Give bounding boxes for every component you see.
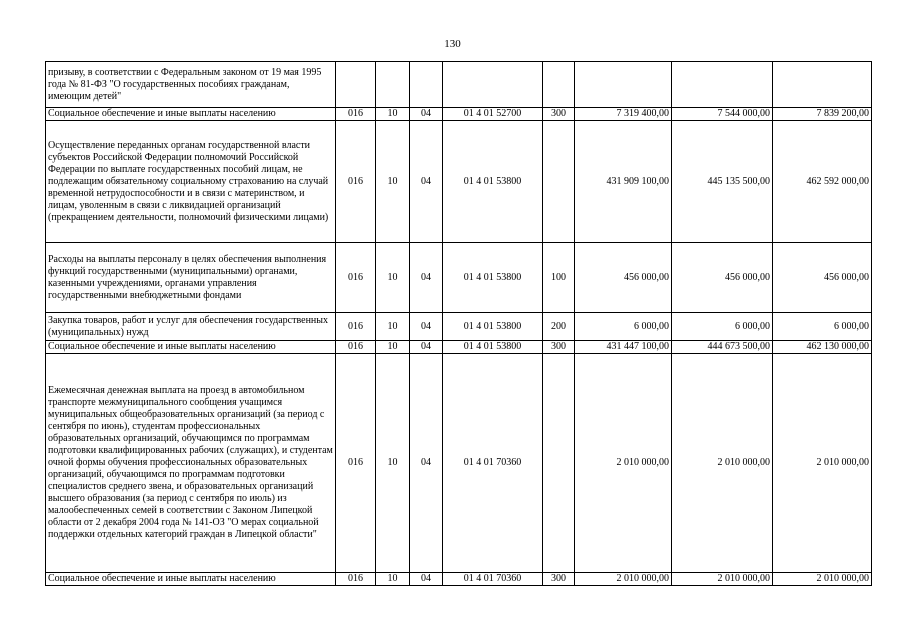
ministry-code: 016 bbox=[336, 341, 376, 354]
amount-year-3: 462 592 000,00 bbox=[773, 121, 872, 243]
target-code: 01 4 01 70360 bbox=[443, 354, 543, 573]
subsection-code: 04 bbox=[410, 573, 443, 586]
amount-year-3 bbox=[773, 62, 872, 108]
table-row bbox=[46, 108, 872, 121]
target-code bbox=[443, 62, 543, 108]
amount-year-3: 6 000,00 bbox=[773, 313, 872, 341]
amount-year-2: 445 135 500,00 bbox=[672, 121, 773, 243]
target-code: 01 4 01 53800 bbox=[443, 341, 543, 354]
amount-year-3: 7 839 200,00 bbox=[773, 108, 872, 121]
budget-table bbox=[45, 61, 872, 586]
expense-type-code: 300 bbox=[543, 341, 575, 354]
amount-year-1: 431 909 100,00 bbox=[575, 121, 672, 243]
row-name: призыву, в соответствии с Федеральным законом от 19 мая 1995 года № 81-ФЗ "О государственных пособиях гражданам, имеющим детей" bbox=[46, 62, 336, 108]
subsection-code: 04 bbox=[410, 121, 443, 243]
row-name: Социальное обеспечение и иные выплаты населению bbox=[46, 573, 336, 586]
table-row bbox=[46, 243, 872, 313]
table-row bbox=[46, 313, 872, 341]
row-name: Социальное обеспечение и иные выплаты населению bbox=[46, 341, 336, 354]
subsection-code: 04 bbox=[410, 313, 443, 341]
target-code: 01 4 01 70360 bbox=[443, 573, 543, 586]
target-code: 01 4 01 53800 bbox=[443, 313, 543, 341]
amount-year-1: 2 010 000,00 bbox=[575, 354, 672, 573]
amount-year-1: 7 319 400,00 bbox=[575, 108, 672, 121]
amount-year-3: 456 000,00 bbox=[773, 243, 872, 313]
section-code bbox=[376, 62, 410, 108]
amount-year-1: 2 010 000,00 bbox=[575, 573, 672, 586]
section-code: 10 bbox=[376, 341, 410, 354]
amount-year-3: 462 130 000,00 bbox=[773, 341, 872, 354]
page-number: 130 bbox=[444, 38, 461, 50]
section-code: 10 bbox=[376, 108, 410, 121]
amount-year-2: 456 000,00 bbox=[672, 243, 773, 313]
target-code: 01 4 01 53800 bbox=[443, 243, 543, 313]
expense-type-code: 100 bbox=[543, 243, 575, 313]
amount-year-3: 2 010 000,00 bbox=[773, 354, 872, 573]
section-code: 10 bbox=[376, 354, 410, 573]
amount-year-2: 6 000,00 bbox=[672, 313, 773, 341]
ministry-code: 016 bbox=[336, 121, 376, 243]
expense-type-code bbox=[543, 62, 575, 108]
row-name: Ежемесячная денежная выплата на проезд в автомобильном транспорте межмуниципального сообщения учащимся муниципальных общеобразовательных организаций (за период с сентября по июнь), студентам профессиональных образовательных организаций, обучающимся по программам подготовки квалифицированных рабочих (служащих), и студентам очной формы обучения профессиональных образовательных организаций, обучающимся по программам подготовки специалистов среднего звена, и образовательных организаций высшего образования (за период с сентября по июль) из малообеспеченных семей в соответствии с Законом Липецкой области от 2 декабря 2004 года № 141-ОЗ "О мерах социальной поддержки отдельных категорий граждан в Липецкой области" bbox=[46, 354, 336, 573]
subsection-code bbox=[410, 62, 443, 108]
table-row bbox=[46, 121, 872, 243]
expense-type-code: 300 bbox=[543, 108, 575, 121]
amount-year-1: 431 447 100,00 bbox=[575, 341, 672, 354]
table-row bbox=[46, 62, 872, 108]
expense-type-code bbox=[543, 354, 575, 573]
ministry-code: 016 bbox=[336, 108, 376, 121]
target-code: 01 4 01 53800 bbox=[443, 121, 543, 243]
section-code: 10 bbox=[376, 573, 410, 586]
target-code: 01 4 01 52700 bbox=[443, 108, 543, 121]
amount-year-2: 2 010 000,00 bbox=[672, 354, 773, 573]
amount-year-3: 2 010 000,00 bbox=[773, 573, 872, 586]
amount-year-2: 2 010 000,00 bbox=[672, 573, 773, 586]
amount-year-2 bbox=[672, 62, 773, 108]
subsection-code: 04 bbox=[410, 354, 443, 573]
ministry-code bbox=[336, 62, 376, 108]
row-name: Расходы на выплаты персоналу в целях обеспечения выполнения функций государственными (муниципальными) органами, казенными учреждениями, органами управления государственными внебюджетными фондами bbox=[46, 243, 336, 313]
section-code: 10 bbox=[376, 121, 410, 243]
amount-year-2: 444 673 500,00 bbox=[672, 341, 773, 354]
ministry-code: 016 bbox=[336, 354, 376, 573]
section-code: 10 bbox=[376, 243, 410, 313]
subsection-code: 04 bbox=[410, 341, 443, 354]
amount-year-1 bbox=[575, 62, 672, 108]
row-name: Закупка товаров, работ и услуг для обеспечения государственных (муниципальных) нужд bbox=[46, 313, 336, 341]
amount-year-2: 7 544 000,00 bbox=[672, 108, 773, 121]
amount-year-1: 456 000,00 bbox=[575, 243, 672, 313]
ministry-code: 016 bbox=[336, 313, 376, 341]
expense-type-code: 300 bbox=[543, 573, 575, 586]
row-name: Социальное обеспечение и иные выплаты населению bbox=[46, 108, 336, 121]
ministry-code: 016 bbox=[336, 573, 376, 586]
table-row bbox=[46, 354, 872, 573]
subsection-code: 04 bbox=[410, 243, 443, 313]
amount-year-1: 6 000,00 bbox=[575, 313, 672, 341]
subsection-code: 04 bbox=[410, 108, 443, 121]
expense-type-code: 200 bbox=[543, 313, 575, 341]
table-row bbox=[46, 573, 872, 586]
table-row bbox=[46, 341, 872, 354]
section-code: 10 bbox=[376, 313, 410, 341]
ministry-code: 016 bbox=[336, 243, 376, 313]
row-name: Осуществление переданных органам государственной власти субъектов Российской Федерации полномочий Российской Федерации по выплате государственных пособий лицам, не подлежащим обязательному социальному страхованию на случай временной нетрудоспособности и в связи с материнством, и лицам, уволенным в связи с ликвидацией организаций (прекращением деятельности, полномочий физическими лицами) bbox=[46, 121, 336, 243]
expense-type-code bbox=[543, 121, 575, 243]
